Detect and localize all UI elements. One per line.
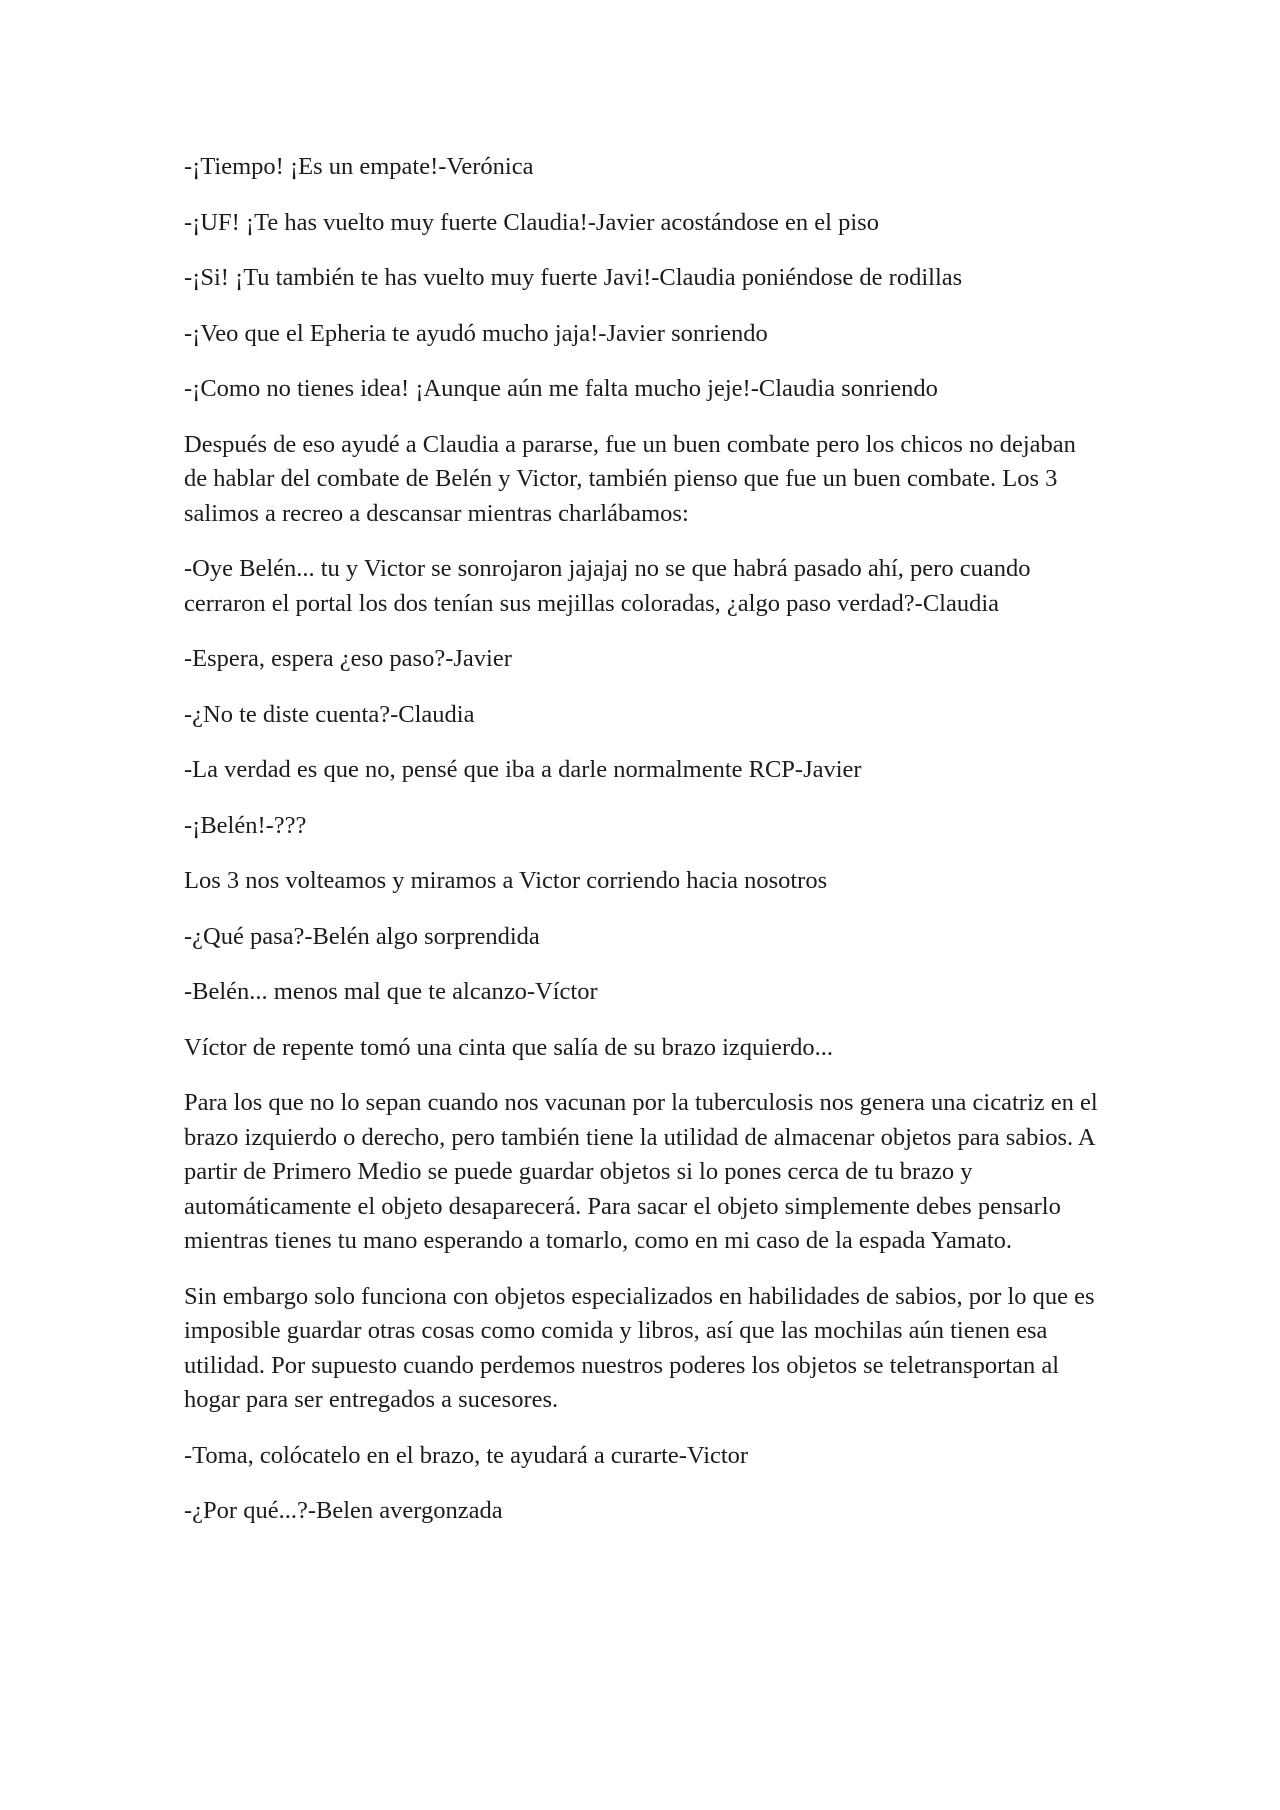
paragraph: -¿No te diste cuenta?-Claudia xyxy=(184,700,475,728)
paragraph: -Toma, colócatelo en el brazo, te ayudará a curarte-Victor xyxy=(184,1441,749,1469)
paragraph: -¿Qué pasa?-Belén algo sorprendida xyxy=(184,922,540,950)
paragraph: Después de eso ayudé a Claudia a pararse, fue un buen combate pero los chicos no dejaban de hablar del combate de Belén y Victor, también pienso que fue un buen combate. Los 3 salimos a recreo a descansar mientras charlábamos: xyxy=(184,430,1076,527)
paragraph: Víctor de repente tomó una cinta que salía de su brazo izquierdo... xyxy=(184,1033,834,1061)
paragraph: Sin embargo solo funciona con objetos especializados en habilidades de sabios, por lo que es imposible guardar otras cosas como comida y libros, así que las mochilas aún tienen esa utilidad. Por supuesto cuando perdemos nuestros poderes los objetos se teletransportan al hogar para ser entregados a sucesores. xyxy=(184,1282,1095,1413)
paragraph: -¡UF! ¡Te has vuelto muy fuerte Claudia!-Javier acostándose en el piso xyxy=(184,208,879,236)
paragraph: Para los que no lo sepan cuando nos vacunan por la tuberculosis nos genera una cicatriz en el brazo izquierdo o derecho, pero también tiene la utilidad de almacenar objetos para sabios. A partir de Primero Medio se puede guardar objetos si lo pones cerca de tu brazo y automáticamente el objeto desaparecerá. Para sacar el objeto simplemente debes pensarlo mientras tienes tu mano esperando a tomarlo, como en mi caso de la espada Yamato. xyxy=(184,1089,1098,1254)
paragraph: Los 3 nos volteamos y miramos a Victor corriendo hacia nosotros xyxy=(184,867,828,894)
paragraph: -¡Veo que el Epheria te ayudó mucho jaja!-Javier sonriendo xyxy=(184,319,768,347)
paragraph: -Espera, espera ¿eso paso?-Javier xyxy=(184,645,512,672)
paragraph: -La verdad es que no, pensé que iba a darle normalmente RCP-Javier xyxy=(184,756,862,783)
paragraph: -¿Por qué...?-Belen avergonzada xyxy=(184,1497,503,1524)
paragraph: -¡Tiempo! ¡Es un empate!-Verónica xyxy=(184,153,534,180)
paragraph: -¡Como no tienes idea! ¡Aunque aún me falta mucho jeje!-Claudia sonriendo xyxy=(184,375,938,402)
paragraph: -¡Si! ¡Tu también te has vuelto muy fuerte Javi!-Claudia poniéndose de rodillas xyxy=(184,264,963,291)
paragraph: -¡Belén!-??? xyxy=(184,811,307,839)
paragraph: -Oye Belén... tu y Victor se sonrojaron jajajaj no se que habrá pasado ahí, pero cuando cerraron el portal los dos tenían sus mejillas coloradas, ¿algo paso verdad?-Claudia xyxy=(184,555,1031,617)
document-body xyxy=(184,150,1099,1550)
paragraph: -Belén... menos mal que te alcanzo-Víctor xyxy=(184,978,598,1005)
